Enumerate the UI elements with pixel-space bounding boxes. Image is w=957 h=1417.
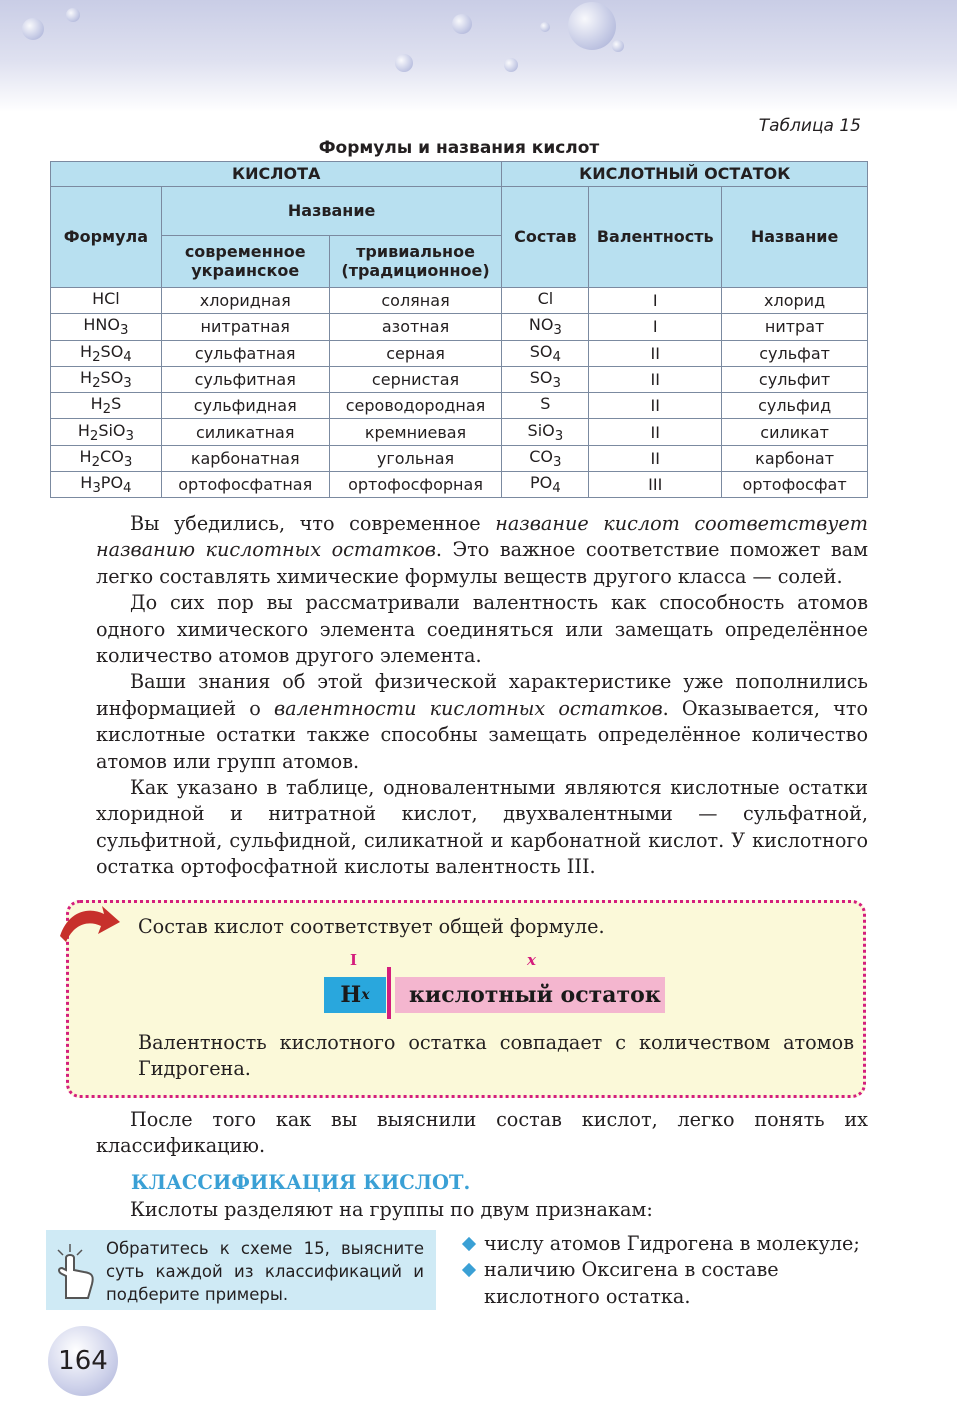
formula-cell: $H_2SO_3$: [51, 366, 162, 392]
residue-name-cell: сульфат: [722, 340, 868, 366]
classification-intro: [96, 1197, 868, 1223]
residue-name-cell: нитрат: [722, 314, 868, 340]
rule-statement: Состав кислот соответствует общей формуле.: [138, 915, 605, 938]
paragraph: Как указано в таблице, одновалентными являются кислотные остатки хлоридной и нитратной кислот, двухвалентными — сульфатной, сульфитной, сульфидной, силикатной и карбонатной кислот. У кислотного остатка ортофосфатной кислоты валентность III.: [96, 776, 868, 879]
bubble-decoration: [540, 22, 550, 32]
bubble-decoration: [612, 40, 624, 52]
header-trivial-name: тривиальное (традиционное): [329, 236, 502, 288]
residue-name-cell: хлорид: [722, 288, 868, 314]
formula-cell: $H_3PO_4$: [51, 472, 162, 498]
residue-name-cell: карбонат: [722, 445, 868, 471]
header-modern-name: современное украинское: [161, 236, 329, 288]
valence-cell: III: [589, 472, 722, 498]
after-rule-text: [96, 1107, 868, 1160]
valence-cell: II: [589, 366, 722, 392]
modern-name-cell: сульфатная: [161, 340, 329, 366]
bubble-decoration: [22, 18, 44, 40]
formula-cell: $HNO_3$: [51, 314, 162, 340]
list-item: числу атомов Гидрогена в молекуле;: [462, 1231, 868, 1257]
modern-name-cell: ортофосфатная: [161, 472, 329, 498]
trivial-name-cell: серная: [329, 340, 502, 366]
modern-name-cell: хлоридная: [161, 288, 329, 314]
formula-divider: [387, 967, 391, 1019]
composition-cell: $SO_4$: [502, 340, 589, 366]
formula-cell: HCl: [51, 288, 162, 314]
bubble-decoration: [568, 2, 616, 50]
table-row: [51, 288, 868, 314]
composition-cell: $PO_4$: [502, 472, 589, 498]
diamond-bullet-icon: [462, 1237, 476, 1251]
formula-cell: $H_2S$: [51, 393, 162, 419]
table-number-label: Таблица 15: [758, 116, 861, 136]
residue-valence-label: x: [527, 951, 536, 969]
bubble-decoration: [66, 8, 80, 22]
valence-cell: II: [589, 445, 722, 471]
table-row: [51, 314, 868, 340]
paragraph: Вы убедились, что современное название кислот соответствует названию кислотных остатков. Это важное соответствие поможет вам легко составлять химические формулы веществ другого класса — солей.: [96, 512, 868, 588]
rule-explanation: Валентность кислотного остатка совпадает с количеством атомов Гидрогена.: [138, 1031, 854, 1081]
table-row: [51, 419, 868, 445]
composition-cell: $NO_3$: [502, 314, 589, 340]
trivial-name-cell: азотная: [329, 314, 502, 340]
trivial-name-cell: кремниевая: [329, 419, 502, 445]
bubble-decoration: [504, 58, 518, 72]
table-row: [51, 472, 868, 498]
header-formula: Формула: [51, 187, 162, 288]
valence-cell: I: [589, 314, 722, 340]
modern-name-cell: сульфидная: [161, 393, 329, 419]
header-residue-name: Название: [722, 187, 868, 288]
valence-cell: II: [589, 340, 722, 366]
trivial-name-cell: угольная: [329, 445, 502, 471]
residue-name-cell: сульфид: [722, 393, 868, 419]
composition-cell: S: [502, 393, 589, 419]
valence-cell: II: [589, 393, 722, 419]
valence-cell: II: [589, 419, 722, 445]
header-acid: КИСЛОТА: [51, 162, 502, 187]
decorative-header-band: [0, 0, 957, 112]
table-title: Формулы и названия кислот: [318, 138, 600, 158]
formula-cell: $H_2SO_4$: [51, 340, 162, 366]
composition-cell: SiO$_3$: [502, 419, 589, 445]
hydrogen-formula-box: H x: [324, 977, 386, 1013]
residue-name-cell: силикат: [722, 419, 868, 445]
page-number: 164: [48, 1326, 118, 1396]
residue-name-cell: ортофосфат: [722, 472, 868, 498]
trivial-name-cell: соляная: [329, 288, 502, 314]
table-row: [51, 393, 868, 419]
pointing-hand-icon: [52, 1240, 100, 1304]
modern-name-cell: сульфитная: [161, 366, 329, 392]
tip-text: Обратитесь к схеме 15, выясните суть каждой из классификаций и подберите примеры.: [106, 1239, 424, 1304]
list-item: наличию Оксигена в составе кислотного остатка.: [462, 1257, 868, 1310]
section-heading: КЛАССИФИКАЦИЯ КИСЛОТ.: [131, 1171, 471, 1194]
header-residue: КИСЛОТНЫЙ ОСТАТОК: [502, 162, 868, 187]
composition-cell: $CO_3$: [502, 445, 589, 471]
residue-name-cell: сульфит: [722, 366, 868, 392]
bubble-decoration: [452, 14, 472, 34]
body-text: [96, 511, 868, 881]
trivial-name-cell: сернистая: [329, 366, 502, 392]
paragraph: До сих пор вы рассматривали валентность как способность атомов одного химического элемента соединяться или замещать определённое количество атомов другого элемента.: [96, 591, 868, 668]
paragraph: Кислоты разделяют на группы по двум признакам:: [130, 1198, 653, 1221]
modern-name-cell: нитратная: [161, 314, 329, 340]
formula-cell: $H_2CO_3$: [51, 445, 162, 471]
red-arrow-icon: [58, 904, 122, 944]
classification-list: [462, 1231, 868, 1310]
diamond-bullet-icon: [462, 1263, 476, 1277]
table-row: [51, 445, 868, 471]
paragraph: После того как вы выяснили состав кислот, легко понять их классификацию.: [96, 1108, 868, 1158]
header-composition: Состав: [502, 187, 589, 288]
modern-name-cell: силикатная: [161, 419, 329, 445]
hydrogen-valence-label: I: [350, 951, 358, 969]
trivial-name-cell: ортофосфорная: [329, 472, 502, 498]
table-row: [51, 366, 868, 392]
composition-cell: $SO_3$: [502, 366, 589, 392]
paragraph: Ваши знания об этой физической характеристике уже пополнились информацией о валентности кислотных остатков. Оказывается, что кислотные остатки также способны замещать определённое количество атомов или групп атомов.: [96, 670, 868, 773]
formula-cell: $H_2SiO_3$: [51, 419, 162, 445]
modern-name-cell: карбонатная: [161, 445, 329, 471]
composition-cell: Cl: [502, 288, 589, 314]
acid-residue-box: кислотный остаток: [395, 977, 665, 1013]
header-name: Название: [161, 187, 502, 236]
table-row: [51, 340, 868, 366]
header-valence: Валентность: [589, 187, 722, 288]
valence-cell: I: [589, 288, 722, 314]
bubble-decoration: [395, 54, 413, 72]
trivial-name-cell: сероводородная: [329, 393, 502, 419]
acids-table: [50, 161, 868, 498]
